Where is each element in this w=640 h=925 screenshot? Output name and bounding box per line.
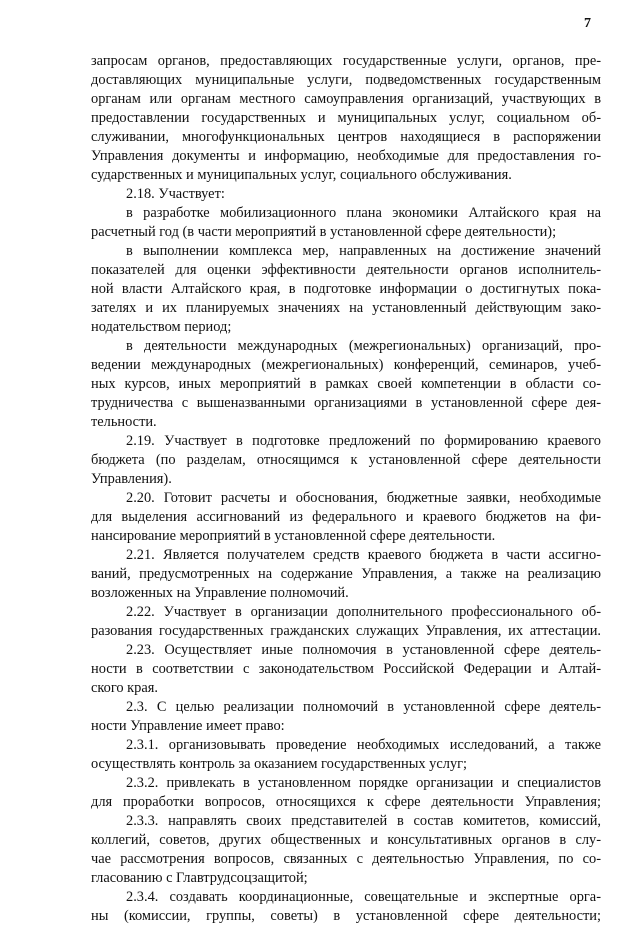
text-line: служивании, многофункциональных центров находящиеся в распоряжении [91,129,601,145]
text-line: в выполнении комплекса мер, направленных на достижение значений [126,243,601,259]
text-line: 2.23. Осуществляет иные полномочия в установленной сфере деятель- [126,642,601,658]
text-line: бюджета (по разделам, относящимся к установленной сфере деятельности [91,452,601,468]
text-line: доставляющих муниципальные услуги, подведомственных государственным [91,72,601,88]
text-line: Управления документы и информацию, необходимые для предоставления го- [91,148,601,164]
text-line: 2.3. С целью реализации полномочий в установленной сфере деятель- [126,699,601,715]
text-line: коллегий, советов, других общественных и консультативных органов в слу- [91,832,601,848]
text-line: чае рассмотрения вопросов, связанных с деятельностью Управления, по со- [91,851,601,867]
text-line: разования государственных гражданских служащих Управления, их аттестации. [91,623,601,639]
text-line: ной власти Алтайского края, в подготовке информации о достигнутых пока- [91,281,601,297]
text-line: 2.3.3. направлять своих представителей в состав комитетов, комиссий, [126,813,601,829]
text-line: ности в соответствии с законодательством Российской Федерации и Алтай- [91,661,601,677]
page-number: 7 [584,16,591,31]
text-line: ского края. [91,680,158,696]
text-line: для выделения ассигнований из федерального и краевого бюджетов на фи- [91,509,601,525]
text-line: ны (комиссии, группы, советы) в установленной сфере деятельности; [91,908,601,924]
text-line: тельности. [91,414,157,430]
text-line: расчетный год (в части мероприятий в установленной сфере деятельности); [91,224,557,240]
text-line: в деятельности международных (межрегиональных) организаций, про- [126,338,601,354]
section-heading: 2.18. Участвует: [126,186,225,202]
text-line: предоставлении государственных и муниципальных услуг, социальном об- [91,110,601,126]
text-line: 2.20. Готовит расчеты и обоснования, бюджетные заявки, необходимые [126,490,601,506]
text-line: гласованию с Главтрудсоцзащитой; [91,870,308,886]
text-line: 2.3.1. организовывать проведение необходимых исследований, а также [126,737,601,753]
text-line: в разработке мобилизационного плана экономики Алтайского края на [126,205,601,221]
text-line: показателей для оценки эффективности деятельности органов исполнитель- [91,262,601,278]
text-line: ных курсов, иных мероприятий в рамках своей компетенции в области со- [91,376,601,392]
text-line: 2.3.4. создавать координационные, совещательные и экспертные орга- [126,889,601,905]
text-line: осуществлять контроль за оказанием государственных услуг; [91,756,468,772]
text-line: ности Управление имеет право: [91,718,285,734]
text-line: Управления). [91,471,172,487]
text-line: 2.19. Участвует в подготовке предложений по формированию краевого [126,433,601,449]
text-line: органам или органам местного самоуправления организаций, участвующих в [91,91,601,107]
text-line: 2.22. Участвует в организации дополнительного профессионального об- [126,604,601,620]
text-line: 2.21. Является получателем средств краевого бюджета в части ассигно- [126,547,601,563]
text-line: ваний, предусмотренных на содержание Управления, а также на реализацию [91,566,601,582]
text-line: возложенных на Управление полномочий. [91,585,349,601]
text-line: запросам органов, предоставляющих государственные услуги, органов, пре- [91,53,601,69]
text-line: сударственных и муниципальных услуг, социального обслуживания. [91,167,512,183]
text-line: нодательством период; [91,319,232,335]
text-line: для проработки вопросов, относящихся к сфере деятельности Управления; [91,794,601,810]
text-line: нансирование мероприятий в установленной сфере деятельности. [91,528,496,544]
text-line: 2.3.2. привлекать в установленном порядке организации и специалистов [126,775,601,791]
text-line: зателях и их планируемых значениях на установленный действующим зако- [91,300,601,316]
text-line: трудничества с вышеназванными организациями в установленной сфере дея- [91,395,601,411]
text-line: ведении международных (межрегиональных) конференций, семинаров, учеб- [91,357,601,373]
